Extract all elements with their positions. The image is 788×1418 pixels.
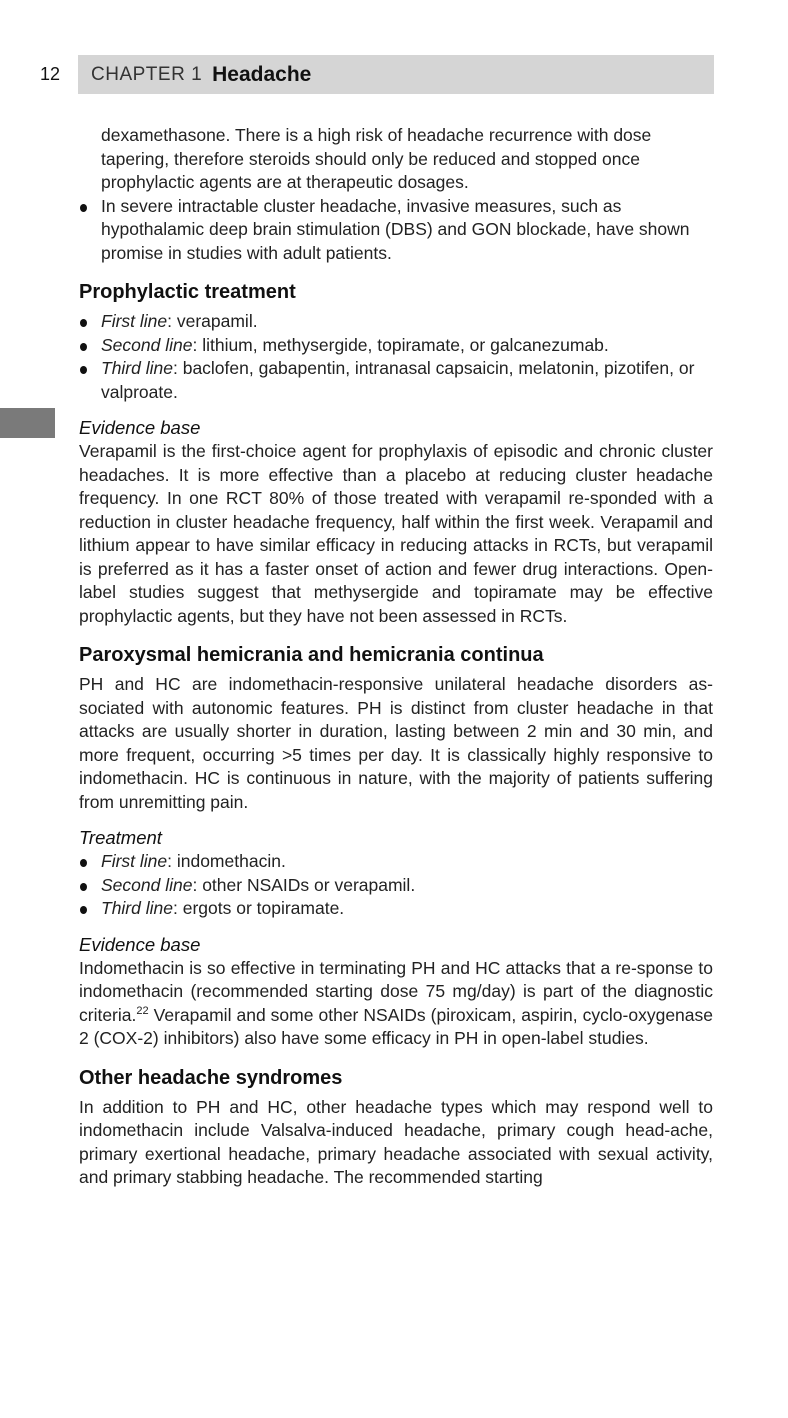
list-item: First line: verapamil. (79, 310, 713, 334)
section-heading-other: Other headache syndromes (79, 1066, 343, 1089)
evidence-paragraph-2: Indomethacin is so effective in terminating PH and HC attacks that a re-sponse to indomethacin (recommended starting dose 75 mg/day) is part of the diagnostic criteria.$^{22}$ Verapamil and some other NSAIDs (piroxicam, aspirin, cyclo-oxygenase 2 (COX-2) inhibitors) also have some efficacy in PH in open-label studies. (79, 957, 713, 1048)
intro-bullet-list (79, 195, 713, 266)
paroxysmal-paragraph: PH and HC are indomethacin-responsive unilateral headache disorders as-sociated with autonomic features. PH is distinct from cluster headache in that attacks are usually shorter in duration, lasting between 2 min and 30 min, and more frequent, occurring >5 times per day. It is classically highly responsive to indomethacin. HC is continuous in nature, with the majority of patients suffering from unremitting pain. (79, 674, 713, 812)
prophylactic-list (79, 310, 713, 404)
list-item: Third line: baclofen, gabapentin, intranasal capsaicin, melatonin, pizotifen, or valproate. (79, 357, 713, 404)
evidence-paragraph: Verapamil is the first-choice agent for prophylaxis of episodic and chronic cluster headaches. It is more effective than a placebo at reducing cluster headache frequency. In one RCT 80% of those treated with verapamil re-sponded with a reduction in cluster headache frequency, half within the first week. Verapamil and lithium appear to have similar efficacy in reducing attacks in RCTs, but verapamil is preferred as it has a faster onset of action and fewer drug interactions. Open-label studies suggest that methysergide and topiramate may be effective prophylactic agents, but they have not been assessed in RCTs. (79, 441, 713, 626)
subheading-evidence-base-2: Evidence base (79, 933, 201, 955)
chapter-label: CHAPTER 1 (91, 63, 203, 85)
citation-ref: 22 (136, 1004, 149, 1017)
section-heading-prophylactic: Prophylactic treatment (79, 281, 296, 303)
page-number: 12 (40, 64, 61, 84)
section-heading-paroxysmal: Paroxysmal hemicrania and hemicrania continua (79, 644, 544, 666)
chapter-thumb-tab (0, 408, 55, 438)
other-paragraph: In addition to PH and HC, other headache types which may respond well to indomethacin include Valsalva-induced headache, primary cough head-ache, primary exertional headache, primary headache associated with sexual activity, and primary stabbing headache. The recommended starting (79, 1096, 713, 1187)
page-body (79, 124, 713, 1190)
list-item: Second line: other NSAIDs or verapamil. (79, 874, 713, 898)
continuation-paragraph: dexamethasone. There is a high risk of headache recurrence with dose tapering, therefore steroids should only be reduced and stopped once prophylactic agents are at therapeutic dosages. (101, 125, 652, 192)
list-item: First line: indomethacin. (79, 850, 713, 874)
list-item: Second line: lithium, methysergide, topiramate, or galcanezumab. (79, 334, 713, 358)
treatment-list (79, 850, 713, 921)
list-item: In severe intractable cluster headache, invasive measures, such as hypothalamic deep brain stimulation (DBS) and GON blockade, have shown promise in studies with adult patients. (79, 195, 713, 266)
subheading-evidence-base: Evidence base (79, 417, 201, 438)
subheading-treatment: Treatment (79, 827, 162, 848)
chapter-title: Headache (212, 62, 312, 86)
list-item: Third line: ergots or topiramate. (79, 897, 713, 921)
chapter-header-bar (78, 55, 714, 94)
